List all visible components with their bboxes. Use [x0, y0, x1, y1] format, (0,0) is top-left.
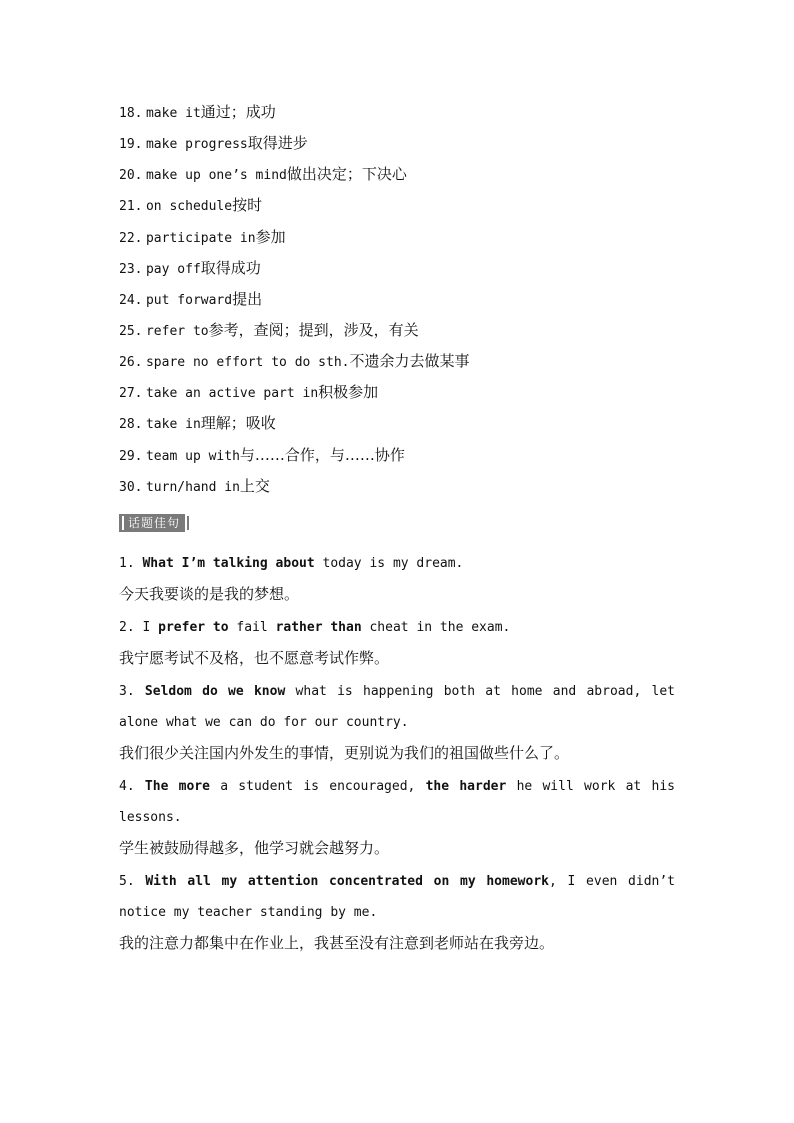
phrase-number: 23. — [119, 261, 143, 277]
phrase-english: make up one’s mind — [145, 168, 287, 184]
phrase-item — [119, 287, 689, 318]
sentence-text: he will work at his lessons. — [119, 779, 675, 825]
phrase-number: 20. — [119, 168, 143, 184]
key-phrase: rather than — [275, 620, 362, 635]
phrase-english: on schedule — [145, 199, 233, 215]
sentence-english — [119, 548, 675, 579]
phrase-chinese: 取得成功 — [200, 258, 261, 277]
topic-sentence — [119, 612, 675, 673]
phrase-number: 18. — [119, 106, 143, 121]
sentence-english — [119, 676, 675, 738]
sentence-text: , I even didn’t notice my teacher standing by me. — [119, 874, 676, 920]
topic-sentence — [119, 771, 675, 863]
sentence-english — [119, 866, 675, 928]
phrase-chinese: 做出决定；下决心 — [286, 165, 407, 184]
key-phrase: Seldom do we know — [144, 684, 286, 699]
phrase-chinese: 取得进步 — [247, 134, 308, 153]
phrase-item — [119, 474, 689, 505]
phrase-english: make progress — [145, 137, 248, 153]
sentence-number: 5. — [119, 874, 135, 889]
sentence-chinese: 我们很少关注国内外发生的事情，更别说为我们的祖国做些什么了。 — [119, 744, 570, 762]
sentence-chinese: 我宁愿考试不及格，也不愿意考试作弊。 — [119, 649, 390, 667]
sentence-text: I — [142, 620, 159, 635]
key-phrase: prefer to — [158, 620, 229, 635]
sentence-chinese: 学生被鼓励得越多，他学习就会越努力。 — [119, 839, 390, 857]
phrase-chinese: 不遗余力去做某事 — [349, 352, 470, 371]
phrase-number: 27. — [119, 386, 143, 402]
phrase-english: take an active part in — [145, 386, 319, 402]
phrase-chinese: 积极参加 — [318, 383, 379, 402]
phrase-english: take in — [145, 417, 201, 433]
phrase-chinese: 理解；吸收 — [200, 414, 276, 433]
phrase-english: make it — [145, 106, 201, 121]
sentence-text: a student is encouraged, — [209, 779, 426, 794]
phrase-chinese: 参考，查阅；提到，涉及，有关 — [208, 320, 419, 339]
sentence-chinese: 今天我要谈的是我的梦想。 — [119, 585, 300, 603]
section-title: 话题佳句 — [128, 516, 181, 530]
phrase-item — [119, 100, 689, 131]
key-phrase: What I’m talking about — [142, 556, 315, 571]
phrase-number: 30. — [119, 479, 143, 495]
phrase-item — [119, 162, 689, 193]
phrase-number: 28. — [119, 417, 143, 433]
phrase-item — [119, 443, 689, 474]
phrase-number: 21. — [119, 199, 143, 215]
phrase-english: participate in — [145, 230, 256, 246]
section-tag-topic-sentences — [119, 514, 185, 532]
phrase-item — [119, 318, 689, 349]
phrase-item — [119, 349, 689, 380]
phrase-chinese: 与……合作，与……协作 — [239, 445, 405, 464]
phrase-number: 29. — [119, 448, 143, 464]
phrase-chinese: 参加 — [255, 227, 286, 246]
sentence-english — [119, 612, 675, 643]
phrase-list — [119, 100, 689, 505]
phrase-item — [119, 131, 689, 162]
phrase-chinese: 上交 — [239, 476, 270, 495]
phrase-number: 26. — [119, 355, 143, 371]
phrase-english: pay off — [145, 261, 201, 277]
sentence-number: 4. — [119, 779, 135, 794]
sentence-text: what is happening both at home and abroad, let alone what we can do for our country. — [119, 684, 676, 730]
phrase-english: spare no effort to do sth. — [145, 355, 350, 371]
sentence-english — [119, 771, 675, 833]
phrase-number: 19. — [119, 137, 143, 153]
phrase-chinese: 通过；成功 — [200, 103, 276, 121]
topic-sentence — [119, 866, 675, 958]
phrase-item — [119, 411, 689, 442]
sentence-list — [119, 548, 675, 961]
phrase-item — [119, 225, 689, 256]
phrase-number: 25. — [119, 323, 143, 339]
sentence-number: 2. — [119, 620, 135, 635]
sentence-text: fail — [228, 620, 276, 635]
sentence-number: 1. — [119, 556, 135, 571]
phrase-english: team up with — [145, 448, 240, 464]
sentence-text: today is my dream. — [314, 556, 464, 571]
phrase-chinese: 提出 — [232, 289, 263, 308]
phrase-english: put forward — [145, 292, 233, 308]
topic-sentence — [119, 548, 675, 609]
phrase-english: turn/hand in — [145, 479, 240, 495]
phrase-number: 24. — [119, 292, 143, 308]
phrase-item — [119, 193, 689, 224]
phrase-item — [119, 256, 689, 287]
phrase-english: refer to — [145, 323, 209, 339]
key-phrase: the harder — [425, 779, 507, 794]
phrase-chinese: 按时 — [232, 196, 263, 215]
phrase-item — [119, 380, 689, 411]
topic-sentence — [119, 676, 675, 768]
key-phrase: With all my attention concentrated on my homework — [145, 874, 549, 889]
sentence-text: cheat in the exam. — [361, 620, 511, 635]
sentence-number: 3. — [119, 684, 135, 699]
sentence-chinese: 我的注意力都集中在作业上，我甚至没有注意到老师站在我旁边。 — [119, 934, 555, 952]
phrase-number: 22. — [119, 230, 143, 246]
key-phrase: The more — [144, 779, 210, 794]
